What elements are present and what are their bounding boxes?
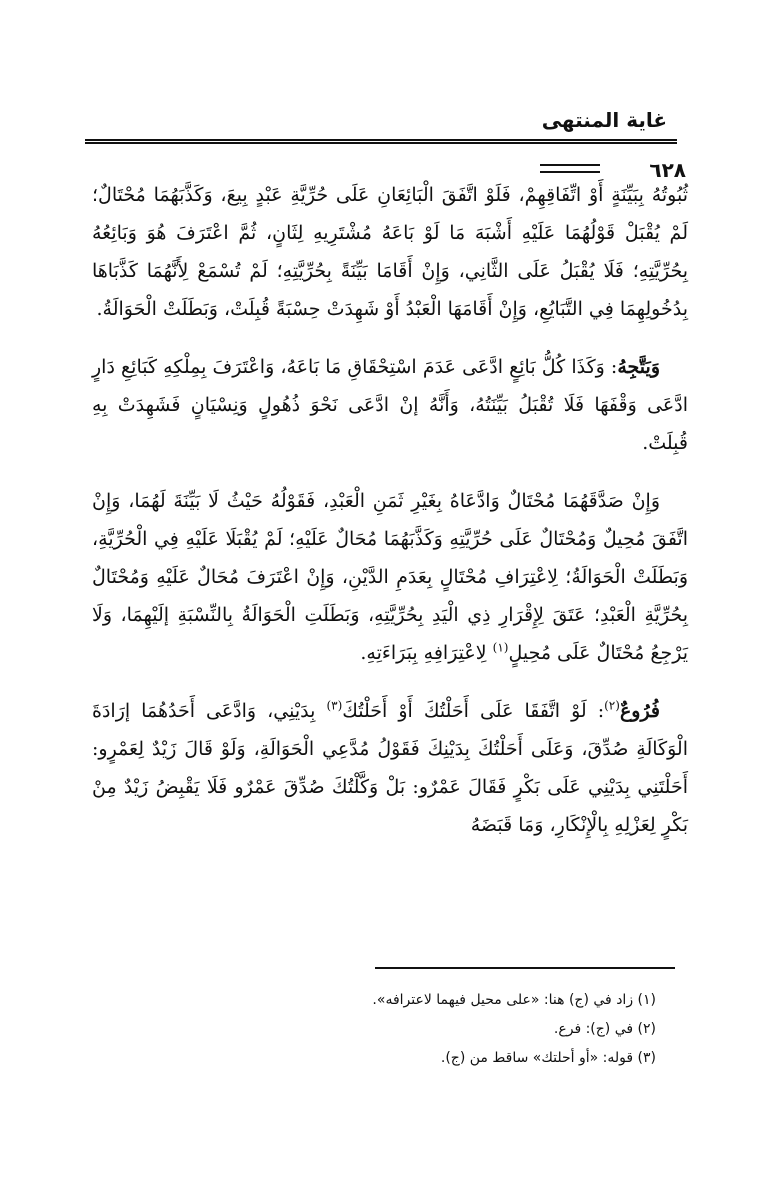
page-number: ٦٢٨ [639, 158, 686, 182]
paragraph-2 [92, 348, 688, 462]
footnote-ref-3[interactable]: (٣) [326, 698, 343, 713]
book-title: غاية المنتهى [541, 108, 667, 132]
header-rule-bottom [85, 142, 677, 144]
paragraph-4-keyword: فُرُوعٌ [619, 700, 661, 722]
paragraph-4-text: : لَوْ اتَّفَقَا عَلَى أَحَلْتُكَ أَوْ أَحَلْتُكَ [342, 700, 605, 722]
paragraph-4-text-end: بِدَيْنِي، وَادَّعَى أَحَدُهُمَا إرَادَةَ الْوَكَالَةِ صُدِّقَ، وَعَلَى أَحَلْتُكَ بِدَيْنِكَ فَقَوْلُ مُدَّعِي الْحَوَالَةِ، وَلَوْ قَالَ زَيْدٌ لِعَمْرٍو: أَحَلْتَنِي بِدَيْنِي عَلَى بَكْرٍ فَقَالَ عَمْرٌو: بَلْ وَكَّلْتُكَ صُدِّقَ عَمْرٌو فَلَا يَقْبِضُ زَيْدٌ مِنْ بَكْرٍ لِعَزْلِهِ بِالْإِنْكَارِ، وَمَا قَبَضَهُ [92, 700, 688, 836]
footnote-ref-2[interactable]: (٢) [604, 698, 620, 713]
header-rule-top [85, 139, 677, 141]
footnote-2: (٢) في (ج): فرع. [553, 1021, 656, 1037]
paragraph-3-text-end: لِاعْتِرَافِهِ بِبَرَاءَتِهِ. [360, 642, 493, 664]
footnote-1: (١) زاد في (ج) هنا: «على محيل فيهما لاعترافه». [372, 992, 656, 1008]
footnote-ref-1[interactable]: (١) [492, 640, 509, 655]
paragraph-4 [92, 692, 688, 844]
paragraph-2-keyword: وَيَتَّجِهُ [617, 356, 660, 378]
paragraph-2-text: : وَكَذَا كُلُّ بَائِعٍ ادَّعَى عَدَمَ اسْتِحْقَاقِ مَا بَاعَهُ، وَاعْتَرَفَ بِمِلْكِهِ كَبَائِعِ دَارٍ ادَّعَى وَقْفَهَا فَلَا تُقْبَلُ بَيِّنَتُهُ، وَأَنَّهُ إنْ ادَّعَى نَحْوَ ذُهُولٍ وَنِسْيَانٍ فَشَهِدَتْ بِهِ قُبِلَتْ. [92, 356, 688, 454]
footnote-separator [375, 967, 675, 969]
paragraph-3 [92, 482, 688, 672]
main-text [92, 176, 688, 864]
footnotes [96, 986, 656, 1073]
footnote-3: (٣) قوله: «أو أحلتك» ساقط من (ج). [440, 1050, 656, 1066]
paragraph-3-text: وَإِنْ صَدَّقَهُمَا مُحْتَالٌ وَادَّعَاهُ بِغَيْرِ ثَمَنِ الْعَبْدِ، فَقَوْلُهُ حَيْثُ لَا بَيِّنَةَ لَهُمَا، وَإِنْ اتَّفَقَ مُحِيلٌ وَمُحْتَالٌ عَلَى حُرِّيَّتِهِ وَكَذَّبَهُمَا مُحَالٌ عَلَيْهِ؛ لَمْ يُقْبَلَا عَلَيْهِ فِي الْحُرِّيَّةِ، وَبَطَلَتْ الْحَوَالَةُ؛ لِاعْتِرَافِ مُحْتَالٍ بِعَدَمِ الدَّيْنِ، وَإِنْ اعْتَرَفَ مُحَالٌ عَلَيْهِ وَمُحْتَالٌ بِحُرِّيَّةِ الْعَبْدِ؛ عَتَقَ لِإِقْرَارِ ذِي الْيَدِ بِحُرِّيَّتِهِ، وَبَطَلَتِ الْحَوَالَةُ بِالنِّسْبَةِ إلَيْهِمَا، وَلَا يَرْجِعُ مُحْتَالٌ عَلَى مُحِيلٍ [92, 490, 688, 664]
paragraph-1: ثُبُوتُهُ بِبَيِّنَةٍ أَوْ اتِّفَاقِهِمْ، فَلَوْ اتَّفَقَ الْبَائِعَانِ عَلَى حُرِّيَّةِ عَبْدٍ بِيعَ، وَكَذَّبَهُمَا مُحْتَالٌ؛ لَمْ يُقْبَلْ قَوْلُهُمَا عَلَيْهِ أَشْبَهَ مَا لَوْ بَاعَهُ مُشْتَرِيهِ لِثَانٍ، ثُمَّ اعْتَرَفَ هُوَ وَبَائِعُهُ بِحُرِّيَّتِهِ؛ فَلَا يُقْبَلُ عَلَى الثَّانِي، وَإِنْ أَقَامَا بَيِّنَةً بِحُرِّيَّتِهِ؛ لَمْ تُسْمَعْ لِأَنَّهُمَا كَذَّبَاهَا بِدُخُولِهِمَا فِي التَّبَايُعِ، وَإِنْ أَقَامَهَا الْعَبْدُ أَوْ شَهِدَتْ حِسْبَةً قُبِلَتْ، وَبَطَلَتْ الْحَوَالَةُ. [92, 184, 688, 320]
